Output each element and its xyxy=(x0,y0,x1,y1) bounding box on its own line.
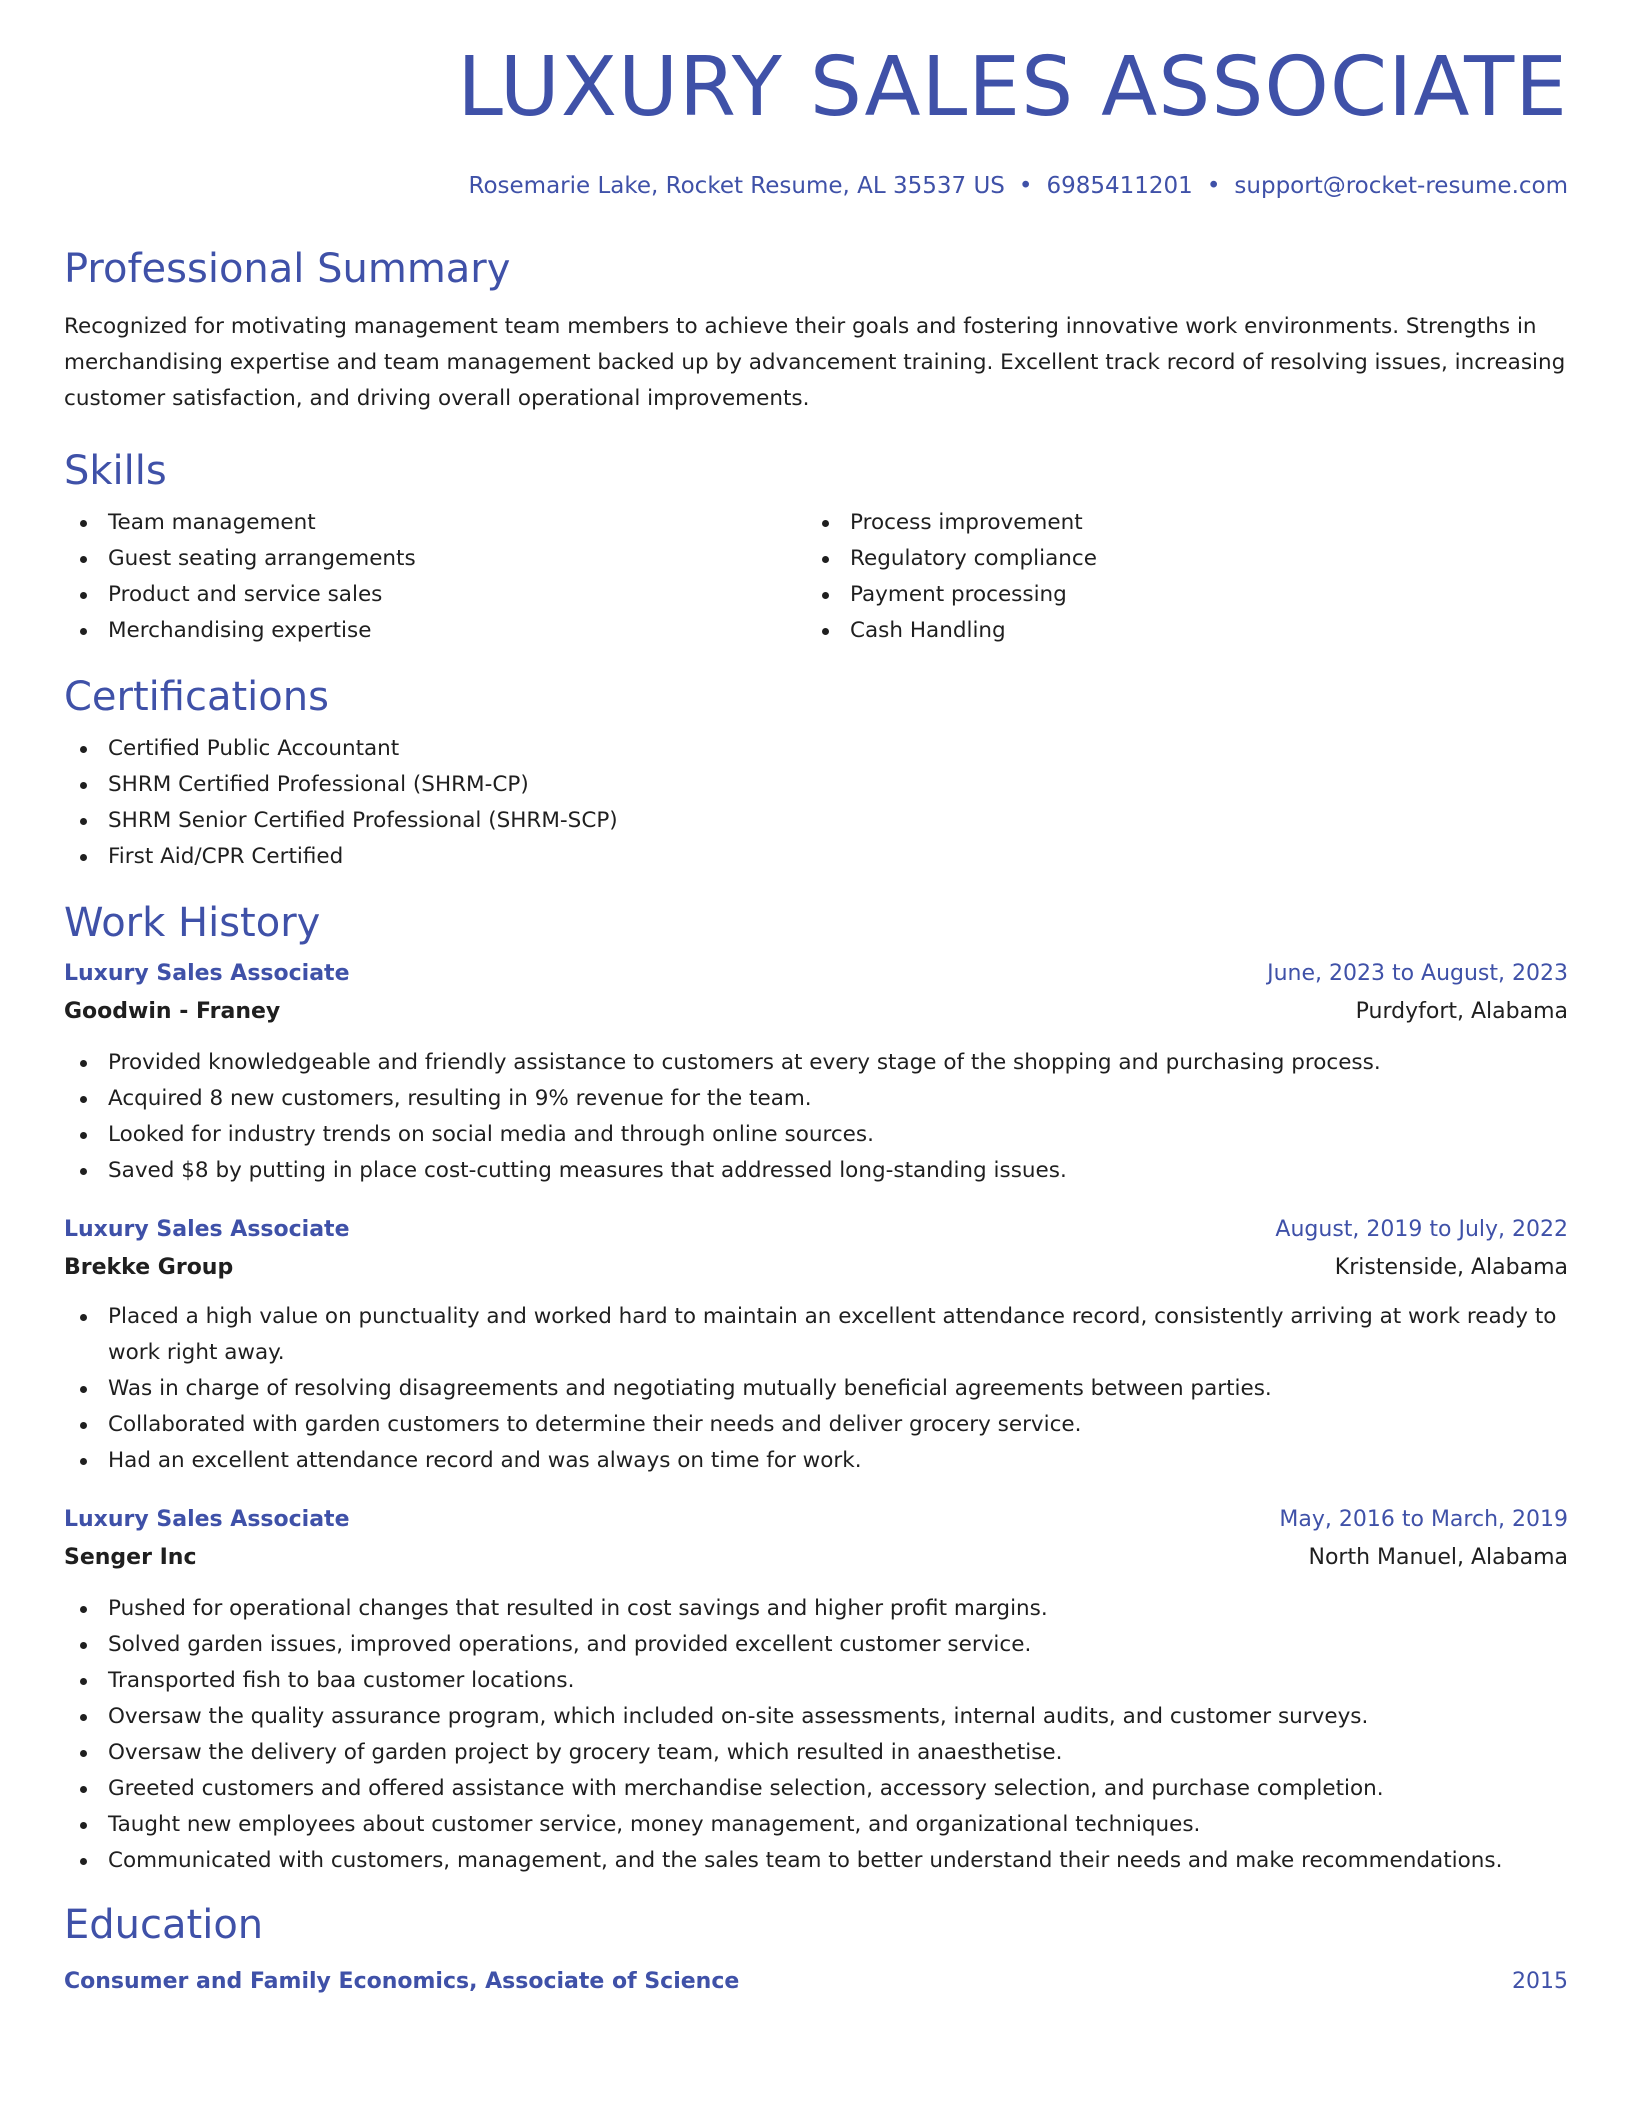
job-location: Kristenside, Alabama xyxy=(1334,1255,1568,1281)
job-header xyxy=(64,955,1568,993)
job-bullet: Provided knowledgeable and friendly assistance to customers at every stage of the shopping and purchasing process. xyxy=(64,1045,1568,1081)
job-bullet: Acquired 8 new customers, resulting in 9% revenue for the team. xyxy=(64,1081,1568,1117)
skill-item: Cash Handling xyxy=(806,613,1548,649)
section-title-education: Education xyxy=(64,1902,264,1949)
certification-item: Certified Public Accountant xyxy=(64,731,1568,767)
job-title: Luxury Sales Associate xyxy=(64,961,350,987)
education-entry xyxy=(64,1963,1568,2001)
job-location: Purdyfort, Alabama xyxy=(1355,999,1568,1025)
job-subheader xyxy=(64,1539,1568,1577)
job-bullet: Transported fish to baa customer locations. xyxy=(64,1663,1568,1699)
job-location: North Manuel, Alabama xyxy=(1308,1545,1568,1571)
section-title-certifications: Certifications xyxy=(64,674,329,721)
job-company: Senger Inc xyxy=(64,1545,197,1571)
job-bullets xyxy=(64,1045,1568,1189)
job-subheader xyxy=(64,1249,1568,1287)
contact-phone: 6985411201 xyxy=(1046,172,1193,199)
job-bullet: Placed a high value on punctuality and worked hard to maintain an excellent attendance record, consistently arriving at work ready to work right away. xyxy=(64,1299,1568,1371)
education-degree: Consumer and Family Economics, Associate of Science xyxy=(64,1969,740,1995)
contact-line xyxy=(64,173,1568,201)
job-title: Luxury Sales Associate xyxy=(64,1507,350,1533)
skill-item: Process improvement xyxy=(806,505,1548,541)
skills-list xyxy=(64,505,1568,649)
job-bullet: Looked for industry trends on social media and through online sources. xyxy=(64,1117,1568,1153)
job-bullet: Greeted customers and offered assistance with merchandise selection, accessory selection, and purchase completion. xyxy=(64,1771,1568,1807)
job-entry xyxy=(64,955,1568,1189)
contact-email: support@rocket-resume.com xyxy=(1234,172,1568,199)
job-bullet: Saved $8 by putting in place cost-cutting measures that addressed long-standing issues. xyxy=(64,1153,1568,1189)
job-bullet: Had an excellent attendance record and was always on time for work. xyxy=(64,1443,1568,1479)
skill-item: Team management xyxy=(64,505,806,541)
job-bullet: Oversaw the quality assurance program, which included on-site assessments, internal audits, and customer surveys. xyxy=(64,1699,1568,1735)
job-entry xyxy=(64,1501,1568,1879)
job-bullets xyxy=(64,1591,1568,1879)
job-dates: August, 2019 to July, 2022 xyxy=(1275,1217,1568,1243)
job-entry xyxy=(64,1211,1568,1479)
job-bullet: Was in charge of resolving disagreements and negotiating mutually beneficial agreements between parties. xyxy=(64,1371,1568,1407)
certification-item: SHRM Senior Certified Professional (SHRM-SCP) xyxy=(64,803,1568,839)
job-company: Goodwin - Franey xyxy=(64,999,281,1025)
job-bullet: Taught new employees about customer service, money management, and organizational techniques. xyxy=(64,1807,1568,1843)
skill-item: Product and service sales xyxy=(64,577,806,613)
job-title: Luxury Sales Associate xyxy=(64,1217,350,1243)
job-bullet: Collaborated with garden customers to determine their needs and deliver grocery service. xyxy=(64,1407,1568,1443)
skill-item: Merchandising expertise xyxy=(64,613,806,649)
contact-separator: • xyxy=(1206,172,1221,199)
certifications-list xyxy=(64,731,1568,875)
job-header xyxy=(64,1501,1568,1539)
job-subheader xyxy=(64,993,1568,1031)
job-company: Brekke Group xyxy=(64,1255,234,1281)
job-bullet: Pushed for operational changes that resulted in cost savings and higher profit margins. xyxy=(64,1591,1568,1627)
skills-column-left xyxy=(64,505,806,649)
job-bullets xyxy=(64,1299,1568,1479)
section-title-work-history: Work History xyxy=(64,900,321,947)
job-bullet: Solved garden issues, improved operations, and provided excellent customer service. xyxy=(64,1627,1568,1663)
job-bullet: Communicated with customers, management, and the sales team to better understand their needs and make recommendations. xyxy=(64,1843,1568,1879)
summary-text: Recognized for motivating management team members to achieve their goals and fostering innovative work environments. Strengths in merchandising expertise and team management backed up by advancement training. Excellent track record of resolving issues, increasing customer satisfaction, and driving overall operational improvements. xyxy=(64,314,1566,412)
job-dates: May, 2016 to March, 2019 xyxy=(1279,1507,1568,1533)
certification-item: First Aid/CPR Certified xyxy=(64,839,1568,875)
job-header xyxy=(64,1211,1568,1249)
resume-title: LUXURY SALES ASSOCIATE xyxy=(457,40,1568,135)
section-title-skills: Skills xyxy=(64,448,167,495)
skill-item: Payment processing xyxy=(806,577,1548,613)
skill-item: Guest seating arrangements xyxy=(64,541,806,577)
certification-item: SHRM Certified Professional (SHRM-CP) xyxy=(64,767,1568,803)
resume-page xyxy=(64,40,1568,2001)
education-year: 2015 xyxy=(1512,1969,1568,1995)
job-bullet: Oversaw the delivery of garden project by grocery team, which resulted in anaesthetise. xyxy=(64,1735,1568,1771)
contact-address: Rosemarie Lake, Rocket Resume, AL 35537 US xyxy=(468,172,1005,199)
section-title-summary: Professional Summary xyxy=(64,246,511,293)
skills-column-right xyxy=(806,505,1548,649)
contact-separator: • xyxy=(1018,172,1033,199)
skill-item: Regulatory compliance xyxy=(806,541,1548,577)
job-dates: June, 2023 to August, 2023 xyxy=(1267,961,1568,987)
